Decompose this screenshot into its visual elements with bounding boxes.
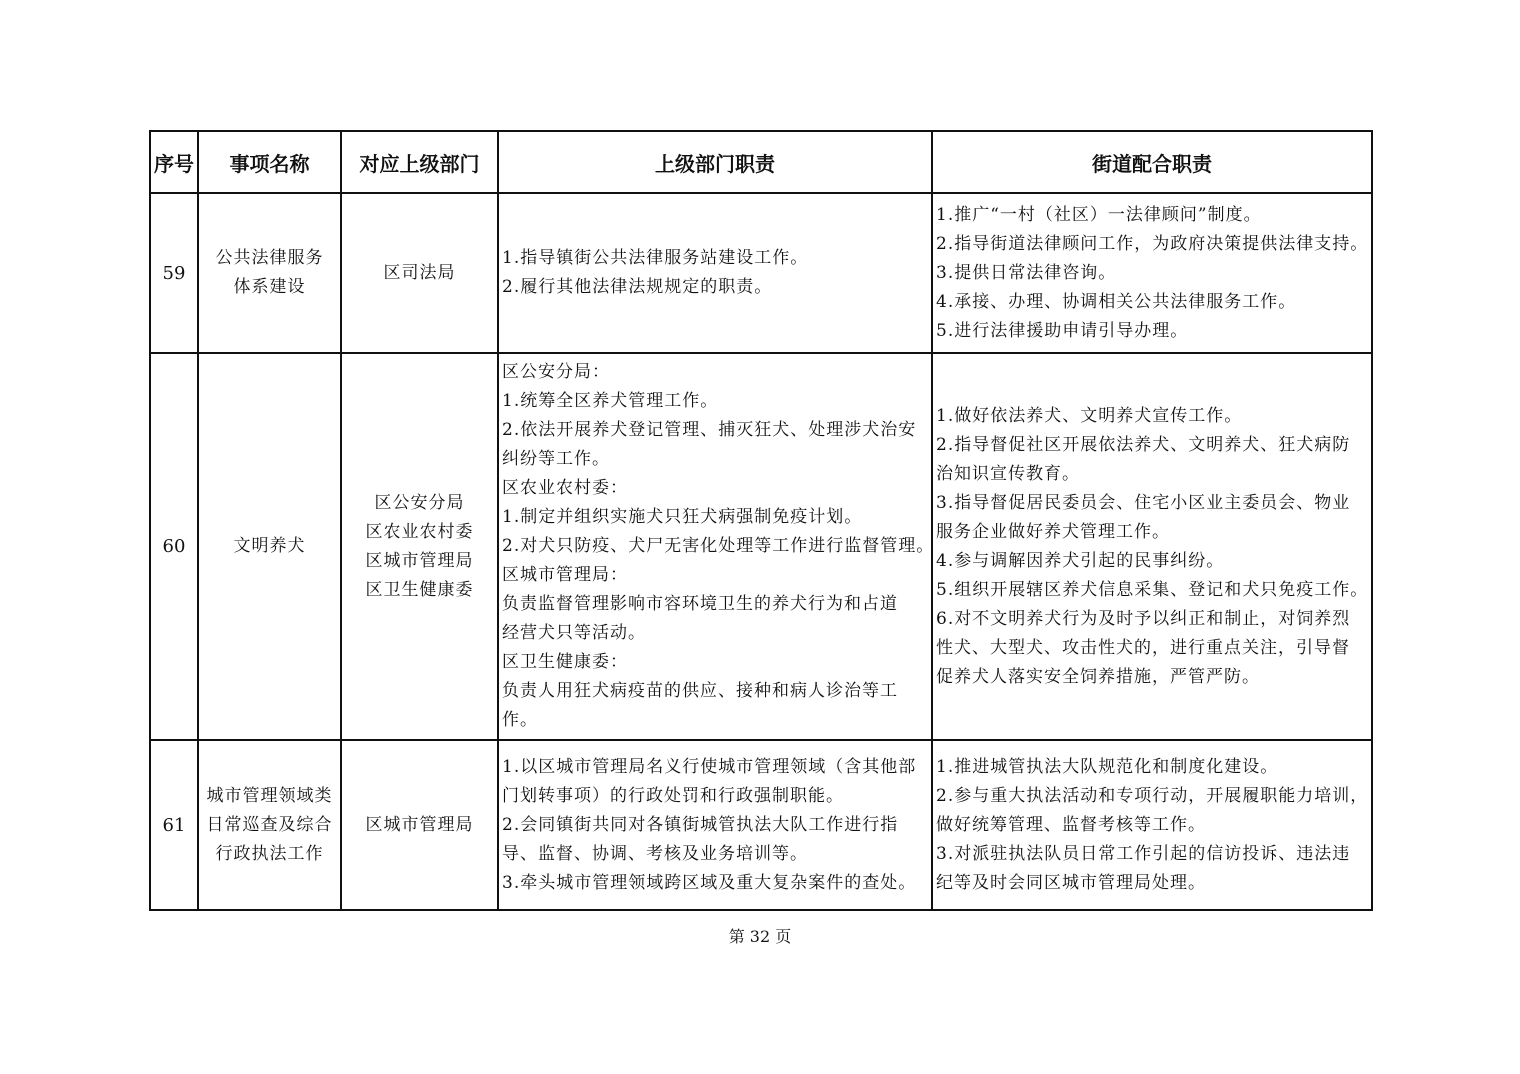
street-duties-cell-line: 服务企业做好养犬管理工作。 <box>936 521 1170 542</box>
upper-duties-cell-line: 门划转事项）的行政处罚和行政强制职能。 <box>502 785 844 806</box>
item-name-cell-line: 城市管理领域类 <box>206 785 333 806</box>
department-cell-line: 区公安分局 <box>374 492 465 513</box>
department-cell <box>341 193 498 353</box>
street-duties-cell-line: 纪等及时会同区城市管理局处理。 <box>936 872 1206 893</box>
upper-duties-cell-line: 导、监督、协调、考核及业务培训等。 <box>502 843 808 864</box>
header-seq: 序号 <box>150 131 198 193</box>
item-name-cell-line: 行政执法工作 <box>215 843 324 864</box>
street-duties-cell-line: 1.推广“一村（社区）一法律顾问”制度。 <box>936 204 1262 225</box>
upper-duties-cell <box>498 353 935 740</box>
item-name-cell <box>198 740 341 910</box>
street-duties-cell-line: 2.指导督促社区开展依法养犬、文明养犬、狂犬病防 <box>936 434 1351 455</box>
street-duties-cell-line: 5.进行法律援助申请引导办理。 <box>936 320 1189 341</box>
item-name-cell <box>198 193 341 353</box>
upper-duties-cell-line: 经营犬只等活动。 <box>502 623 646 643</box>
street-duties-cell-line: 治知识宣传教育。 <box>936 463 1080 484</box>
street-duties-cell-line: 做好统筹管理、监督考核等工作。 <box>936 814 1206 835</box>
item-name-cell <box>198 353 341 740</box>
upper-duties-cell-line: 3.牵头城市管理领域跨区域及重大复杂案件的查处。 <box>502 872 917 893</box>
department-cell-line: 区城市管理局 <box>365 550 474 571</box>
street-duties-cell-line: 3.提供日常法律咨询。 <box>936 262 1117 283</box>
table-header-row <box>150 131 1372 193</box>
upper-duties-cell-line: 2.履行其他法律法规规定的职责。 <box>502 277 773 297</box>
street-duties-cell-line: 1.推进城管执法大队规范化和制度化建设。 <box>936 756 1279 777</box>
department-cell-line: 区司法局 <box>383 262 456 283</box>
street-duties-cell-line: 性犬、大型犬、攻击性犬的，进行重点关注，引导督 <box>936 637 1350 658</box>
table-row <box>150 193 1372 353</box>
header-street-duties: 街道配合职责 <box>932 131 1372 193</box>
department-cell-line: 区城市管理局 <box>365 814 474 835</box>
row-number: 59 <box>150 193 198 353</box>
upper-duties-cell-line: 1.统筹全区养犬管理工作。 <box>502 391 719 411</box>
table-row <box>150 740 1372 910</box>
street-duties-cell-line: 3.指导督促居民委员会、住宅小区业主委员会、物业 <box>936 492 1351 513</box>
row-number: 60 <box>150 353 198 740</box>
page-number: 第 32 页 <box>728 927 792 946</box>
upper-duties-cell-line: 区农业农村委： <box>502 478 628 498</box>
street-duties-cell-line: 6.对不文明养犬行为及时予以纠正和制止，对饲养烈 <box>936 608 1351 629</box>
upper-duties-cell-line: 负责人用狂犬病疫苗的供应、接种和病人诊治等工 <box>502 681 898 701</box>
upper-duties-cell-line: 1.以区城市管理局名义行使城市管理领域（含其他部 <box>502 756 917 777</box>
street-duties-cell-line: 促养犬人落实安全饲养措施，严管严防。 <box>936 666 1260 687</box>
upper-duties-cell-line: 作。 <box>502 710 538 730</box>
upper-duties-cell-line: 区城市管理局： <box>502 565 628 585</box>
department-cell-line: 区农业农村委 <box>365 521 474 542</box>
item-name-cell-line: 公共法律服务 <box>215 248 324 268</box>
street-duties-cell-line: 3.对派驻执法队员日常工作引起的信访投诉、违法违 <box>936 843 1351 864</box>
upper-duties-cell-line: 2.依法开展养犬登记管理、捕灭狂犬、处理涉犬治安 <box>502 420 917 440</box>
street-duties-cell <box>932 740 1372 910</box>
street-duties-cell-line: 2.参与重大执法活动和专项行动，开展履职能力培训， <box>936 785 1369 806</box>
header-upper-duties: 上级部门职责 <box>498 131 932 193</box>
department-cell <box>341 740 498 910</box>
department-cell <box>341 353 498 740</box>
upper-duties-cell-line: 纠纷等工作。 <box>502 449 610 469</box>
department-cell-line: 区卫生健康委 <box>365 579 474 600</box>
street-duties-cell-line: 2.指导街道法律顾问工作，为政府决策提供法律支持。 <box>936 233 1369 254</box>
upper-duties-cell-line: 2.对犬只防疫、犬尸无害化处理等工作进行监督管理。 <box>502 536 935 556</box>
item-name-cell-line: 文明养犬 <box>233 536 306 556</box>
street-duties-cell-line: 4.参与调解因养犬引起的民事纠纷。 <box>936 550 1225 571</box>
header-item-name: 事项名称 <box>198 131 341 193</box>
row-number: 61 <box>150 740 198 910</box>
street-duties-cell-line: 4.承接、办理、协调相关公共法律服务工作。 <box>936 291 1297 312</box>
street-duties-cell <box>932 353 1372 740</box>
header-department: 对应上级部门 <box>341 131 498 193</box>
responsibility-table <box>149 130 1373 911</box>
street-duties-cell-line: 5.组织开展辖区养犬信息采集、登记和犬只免疫工作。 <box>936 579 1369 600</box>
item-name-cell-line: 日常巡查及综合 <box>206 814 333 835</box>
upper-duties-cell-line: 2.会同镇街共同对各镇街城管执法大队工作进行指 <box>502 814 899 835</box>
upper-duties-cell-line: 1.制定并组织实施犬只狂犬病强制免疫计划。 <box>502 507 863 527</box>
upper-duties-cell <box>498 740 932 910</box>
item-name-cell-line: 体系建设 <box>233 277 306 297</box>
upper-duties-cell-line: 区公安分局： <box>502 362 610 382</box>
upper-duties-cell <box>498 193 932 353</box>
upper-duties-cell-line: 负责监督管理影响市容环境卫生的养犬行为和占道 <box>502 594 898 614</box>
responsibility-table-wrapper <box>149 130 1371 911</box>
upper-duties-cell-line: 区卫生健康委： <box>502 652 628 672</box>
table-row <box>150 353 1372 740</box>
street-duties-cell-line: 1.做好依法养犬、文明养犬宣传工作。 <box>936 405 1243 426</box>
street-duties-cell <box>932 193 1372 353</box>
upper-duties-cell-line: 1.指导镇街公共法律服务站建设工作。 <box>502 248 809 268</box>
